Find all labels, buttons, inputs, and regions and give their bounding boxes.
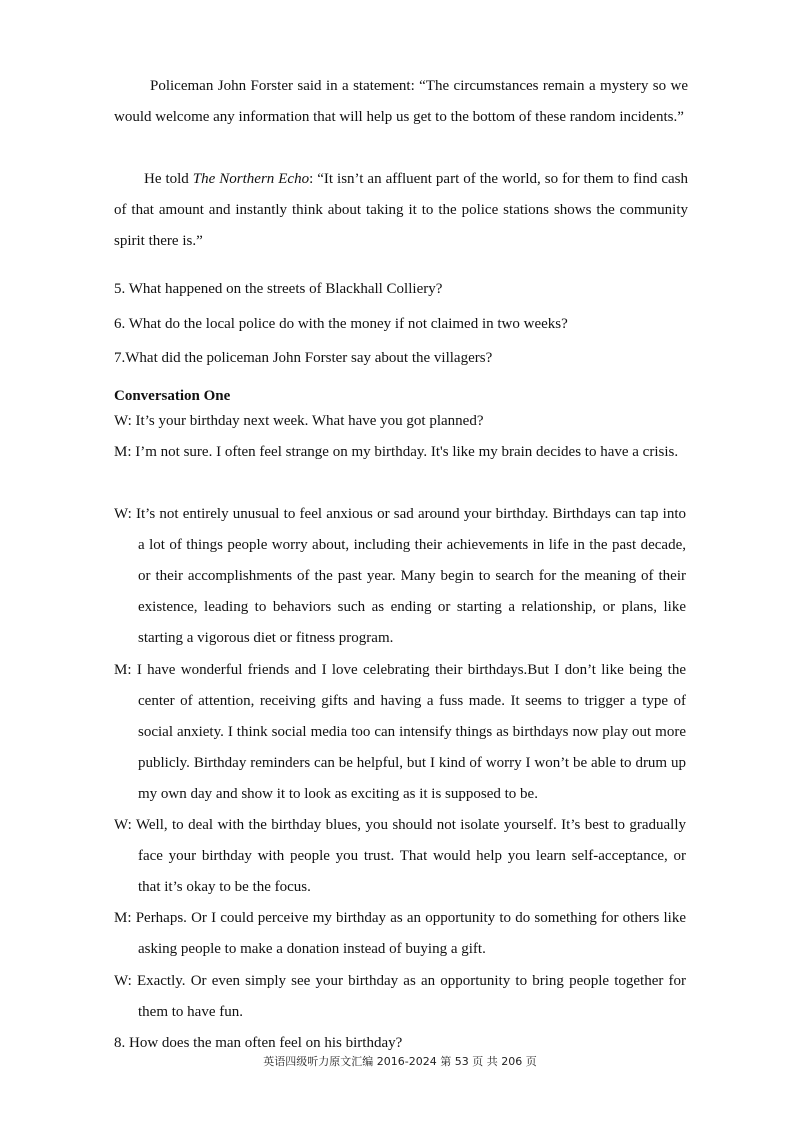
passage-paragraph-1 — [114, 71, 688, 133]
speaker-label: M: — [114, 444, 132, 460]
dialogue-turn — [114, 966, 686, 1028]
speaker-label: W: — [114, 506, 132, 522]
speaker-label: W: — [114, 413, 132, 429]
dialogue-text: Exactly. Or even simply see your birthday as an opportunity to bring people together for them to have fun. — [136, 973, 687, 1020]
passage-paragraph-2 — [114, 164, 688, 257]
question-5: 5. What happened on the streets of Blackhall Colliery? — [114, 281, 443, 297]
speaker-label: M: — [114, 910, 132, 926]
speaker-label: W: — [114, 817, 132, 833]
dialogue-turn — [114, 406, 686, 437]
passage-text-2-rest: : “It isn’t an affluent part of the world, so for them to find cash of that amount and instantly think about taking it to the police stations shows the community spirit there is.” — [114, 171, 688, 249]
passage-text-1: Policeman John Forster said in a statement: “The circumstances remain a mystery so we would welcome any information that will help us get to the bottom of these random incidents.” — [114, 78, 688, 125]
dialogue-turn — [114, 437, 686, 468]
question-6: 6. What do the local police do with the money if not claimed in two weeks? — [114, 316, 568, 332]
dialogue-text: I’m not sure. I often feel strange on my birthday. It's like my brain decides to have a crisis. — [135, 444, 679, 460]
speaker-label: M: — [114, 662, 132, 678]
question-8: 8. How does the man often feel on his birthday? — [114, 1035, 403, 1051]
page-footer: 英语四级听力原文汇编 2016-2024 第 53 页 共 206 页 — [263, 1055, 537, 1068]
speaker-label: W: — [114, 973, 132, 989]
dialogue-turn — [114, 499, 686, 654]
dialogue-text: It’s not entirely unusual to feel anxious or sad around your birthday. Birthdays can tap into a lot of things people worry about, including their achievements in life in the past decade, or their accomplishments of the past year. Many begin to search for the meaning of their existence, leading to behaviors such as ending or starting a relationship, or plans, like starting a vigorous diet or fitness program. — [136, 506, 687, 646]
dialogue-turn — [114, 655, 686, 810]
dialogue-text: Well, to deal with the birthday blues, you should not isolate yourself. It’s best to gradually face your birthday with people you trust. That would help you learn self-acceptance, or that it’s okay to be the focus. — [135, 817, 686, 895]
dialogue-text: It’s your birthday next week. What have you got planned? — [135, 413, 484, 429]
passage-text-2-prefix: He told — [144, 171, 193, 187]
conversation-heading: Conversation One — [114, 388, 231, 404]
dialogue-text: Perhaps. Or I could perceive my birthday as an opportunity to do something for others like asking people to make a donation instead of buying a gift. — [135, 910, 686, 957]
newspaper-title: The Northern Echo — [192, 171, 310, 187]
dialogue-text: I have wonderful friends and I love celebrating their birthdays.But I don’t like being the center of attention, receiving gifts and having a fuss made. It seems to trigger a type of social anxiety. I think social media too can intensify things as birthdays now play out more publicly. Birthday reminders can be helpful, but I kind of worry I won’t be able to drum up my own day and show it to look as exciting as it is supposed to be. — [136, 662, 687, 802]
dialogue-turn — [114, 903, 686, 965]
question-7: 7.What did the policeman John Forster say about the villagers? — [114, 350, 493, 366]
dialogue-turn — [114, 810, 686, 903]
